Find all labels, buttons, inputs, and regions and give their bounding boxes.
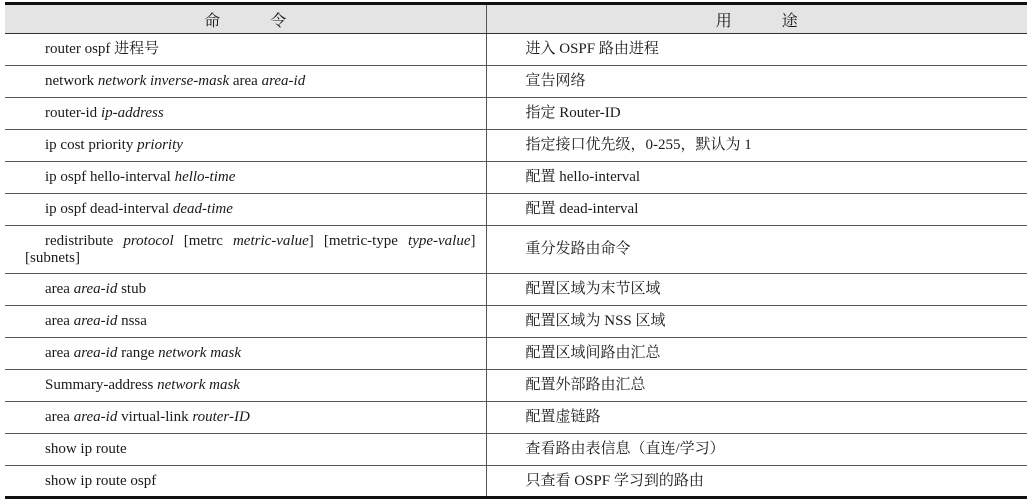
command-keyword: router-id	[45, 105, 101, 121]
command-keyword: stub	[117, 281, 147, 297]
header-purpose	[486, 4, 1027, 34]
command-cell	[5, 98, 486, 130]
command-parameter: hello-time	[174, 169, 236, 185]
command-keyword: network	[45, 73, 98, 89]
command-keyword: ip cost priority	[45, 137, 138, 153]
command-cell	[5, 434, 486, 466]
command-parameter: priority	[137, 137, 183, 153]
command-keyword: router ospf 进程号	[45, 41, 160, 57]
table-row	[5, 466, 1027, 498]
header-command-char-1: 命	[204, 12, 221, 30]
command-cell	[5, 306, 486, 338]
table-row	[5, 274, 1027, 306]
header-row	[5, 4, 1027, 34]
command-cell	[5, 466, 486, 498]
purpose-cell: 宣告网络	[486, 66, 1027, 98]
header-purpose-char-1: 用	[715, 12, 732, 30]
command-keyword: nssa	[117, 313, 147, 329]
ospf-command-table	[5, 2, 1027, 499]
header-command-char-2: 令	[270, 12, 287, 30]
command-cell	[5, 194, 486, 226]
command-keyword: show ip route ospf	[45, 472, 157, 489]
command-parameter: dead-time	[172, 201, 233, 217]
table-row	[5, 98, 1027, 130]
table-body	[5, 34, 1027, 498]
command-keyword: redistribute	[45, 232, 124, 249]
command-keyword: area	[45, 409, 74, 425]
command-cell	[5, 66, 486, 98]
table-row	[5, 66, 1027, 98]
command-parameter: type-value	[408, 232, 471, 249]
command-parameter: network mask	[158, 345, 242, 361]
command-parameter: network inverse-mask	[97, 73, 230, 89]
table-row	[5, 434, 1027, 466]
command-parameter: area-id	[73, 409, 118, 425]
purpose-cell: 只查看 OSPF 学习到的路由	[486, 466, 1027, 498]
header-purpose-char-2: 途	[781, 12, 798, 30]
purpose-cell: 查看路由表信息（直连/学习）	[486, 434, 1027, 466]
command-cell	[5, 274, 486, 306]
purpose-cell: 配置区域为 NSS 区域	[486, 306, 1027, 338]
table-row	[5, 130, 1027, 162]
purpose-cell: 配置区域间路由汇总	[486, 338, 1027, 370]
command-keyword: Summary-address	[45, 377, 158, 393]
purpose-cell: 进入 OSPF 路由进程	[486, 34, 1027, 66]
command-parameter: protocol	[123, 232, 174, 249]
command-keyword: virtual-link	[117, 409, 193, 425]
table-row	[5, 162, 1027, 194]
command-cell	[5, 338, 486, 370]
command-keyword: ip ospf hello-interval	[45, 169, 175, 185]
table-row	[5, 338, 1027, 370]
command-parameter: area-id	[73, 313, 118, 329]
command-keyword: area	[45, 345, 74, 361]
purpose-cell: 重分发路由命令	[486, 226, 1027, 274]
purpose-cell: 指定接口优先级，0-255，默认为 1	[486, 130, 1027, 162]
command-keyword: ][subnets]	[25, 232, 476, 266]
command-cell	[5, 402, 486, 434]
command-parameter: router-ID	[192, 409, 250, 425]
purpose-cell: 配置外部路由汇总	[486, 370, 1027, 402]
table-header	[5, 4, 1027, 34]
command-parameter: metric-value	[232, 232, 309, 249]
table-row	[5, 306, 1027, 338]
purpose-cell: 配置 hello-interval	[486, 162, 1027, 194]
table-row	[5, 34, 1027, 66]
command-keyword: [metrc	[173, 232, 233, 249]
command-parameter: area-id	[73, 345, 118, 361]
command-cell	[5, 162, 486, 194]
command-keyword: show ip route	[45, 441, 127, 457]
command-keyword: area	[45, 281, 74, 297]
command-cell	[5, 34, 486, 66]
command-cell	[5, 370, 486, 402]
table-row	[5, 370, 1027, 402]
command-keyword: area	[45, 313, 74, 329]
command-parameter: network mask	[157, 377, 240, 393]
command-cell	[5, 226, 486, 274]
command-cell	[5, 130, 486, 162]
header-command	[5, 4, 486, 34]
command-parameter: ip-address	[100, 105, 164, 121]
purpose-cell: 配置 dead-interval	[486, 194, 1027, 226]
command-keyword: range	[117, 345, 159, 361]
command-keyword: ip ospf dead-interval	[45, 201, 173, 217]
purpose-cell: 配置区域为末节区域	[486, 274, 1027, 306]
command-keyword: ] [metric-type	[308, 232, 409, 249]
command-parameter: area-id	[261, 73, 306, 89]
purpose-cell: 指定 Router-ID	[486, 98, 1027, 130]
purpose-cell: 配置虚链路	[486, 402, 1027, 434]
table-row	[5, 402, 1027, 434]
command-keyword: area	[229, 73, 262, 89]
table-row	[5, 226, 1027, 274]
command-parameter: area-id	[73, 281, 118, 297]
table-row	[5, 194, 1027, 226]
